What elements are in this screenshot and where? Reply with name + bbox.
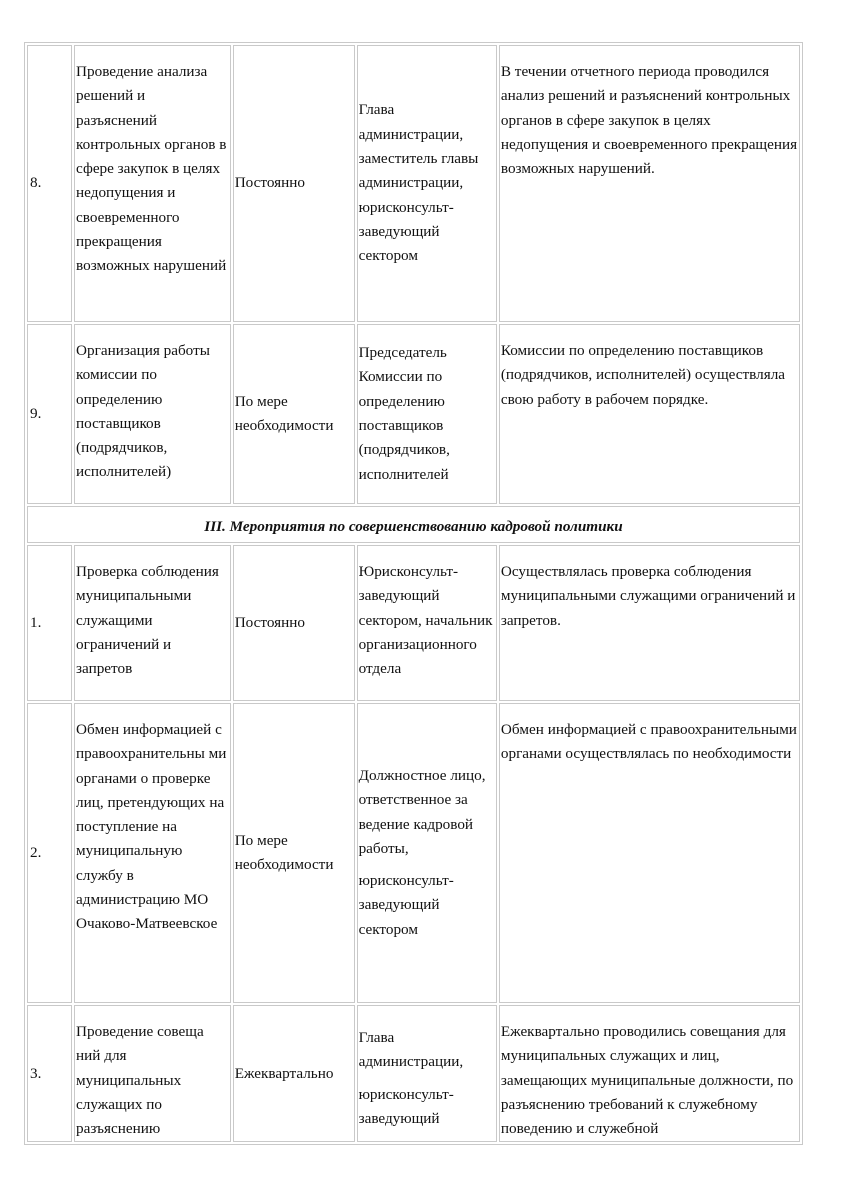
activity-text: Проверка соблюдения муниципальными служащими ограничений и запретов <box>76 563 219 678</box>
responsible-text: Должностное лицо, ответственное за ведение кадровой работы, <box>358 766 486 857</box>
result-cell <box>499 324 800 504</box>
result-cell <box>499 45 800 322</box>
result-cell <box>499 1005 800 1142</box>
responsible-cell <box>357 703 497 1003</box>
result-cell <box>499 545 800 701</box>
section-row <box>27 506 800 543</box>
deadline-cell: По мере необходимости <box>233 324 355 504</box>
responsible-text: Юрисконсульт-заведующий сектором, начальник организационного отдела <box>358 563 493 678</box>
deadline-cell: По мере необходимости <box>233 703 355 1003</box>
activity-text: Организация работы комиссии по определению поставщиков (подрядчиков, исполнителей) <box>76 342 210 481</box>
responsible-cell <box>357 324 497 504</box>
responsible-cell <box>357 45 497 322</box>
row-number: 8. <box>27 45 72 322</box>
row-number: 1. <box>27 545 72 701</box>
activity-cell <box>74 324 231 504</box>
activity-cell <box>74 545 231 701</box>
section-title: III. Мероприятия по совершенствованию кадровой политики <box>27 506 800 543</box>
responsible-text: Глава администрации, заместитель главы администрации, юрисконсульт-заведующий сектором <box>358 101 479 265</box>
deadline-cell: Постоянно <box>233 545 355 701</box>
responsible-text: Глава администрации, <box>358 1029 464 1071</box>
activity-text: Проведение совеща ний для муниципальных служащих по разъяснению <box>76 1023 204 1138</box>
responsible-text: юрисконсульт-заведующий сектором <box>358 872 454 938</box>
activity-cell <box>74 1005 231 1142</box>
responsible-cell <box>357 1005 497 1142</box>
activity-text: Обмен информацией с правоохранительны ми органами о проверке лиц, претендующих на поступление на муниципальную службу в администрацию МО Очаково-Матвеевское <box>76 721 227 933</box>
result-text: Обмен информацией с правоохранительными органами осуществлялась по необходимости <box>500 721 797 763</box>
activity-text: Проведение анализа решений и разъяснений контрольных органов в сфере закупок в целях недопущения и своевременного прекращения возможных нарушений <box>76 63 227 275</box>
table-row <box>27 45 800 322</box>
table-row <box>27 703 800 1003</box>
result-text: Ежеквартально проводились совещания для муниципальных служащих и лиц, замещающих муниципальные должности, по разъяснению требований к служебному поведению и служебной <box>500 1023 794 1138</box>
responsible-text: юрисконсульт-заведующий <box>358 1085 454 1127</box>
activity-cell <box>74 703 231 1003</box>
table-row <box>27 324 800 504</box>
result-text: Комиссии по определению поставщиков (подрядчиков, исполнителей) осуществляла свою работу в рабочем порядке. <box>500 342 786 408</box>
row-number: 2. <box>27 703 72 1003</box>
result-text: Осуществлялась проверка соблюдения муниципальными служащими ограничений и запретов. <box>500 563 796 629</box>
row-number: 9. <box>27 324 72 504</box>
deadline-cell: Постоянно <box>233 45 355 322</box>
responsible-cell <box>357 545 497 701</box>
result-cell <box>499 703 800 1003</box>
activity-cell <box>74 45 231 322</box>
row-number: 3. <box>27 1005 72 1142</box>
responsible-text: Председатель Комиссии по определению поставщиков (подрядчиков, исполнителей <box>358 344 450 483</box>
measures-table <box>24 42 803 1145</box>
result-text: В течении отчетного периода проводился анализ решений и разъяснений контрольных органов в сфере закупок в целях недопущения и своевременного прекращения возможных нарушений. <box>500 63 798 178</box>
table-row <box>27 545 800 701</box>
table-row <box>27 1005 800 1142</box>
deadline-cell: Ежеквартально <box>233 1005 355 1142</box>
